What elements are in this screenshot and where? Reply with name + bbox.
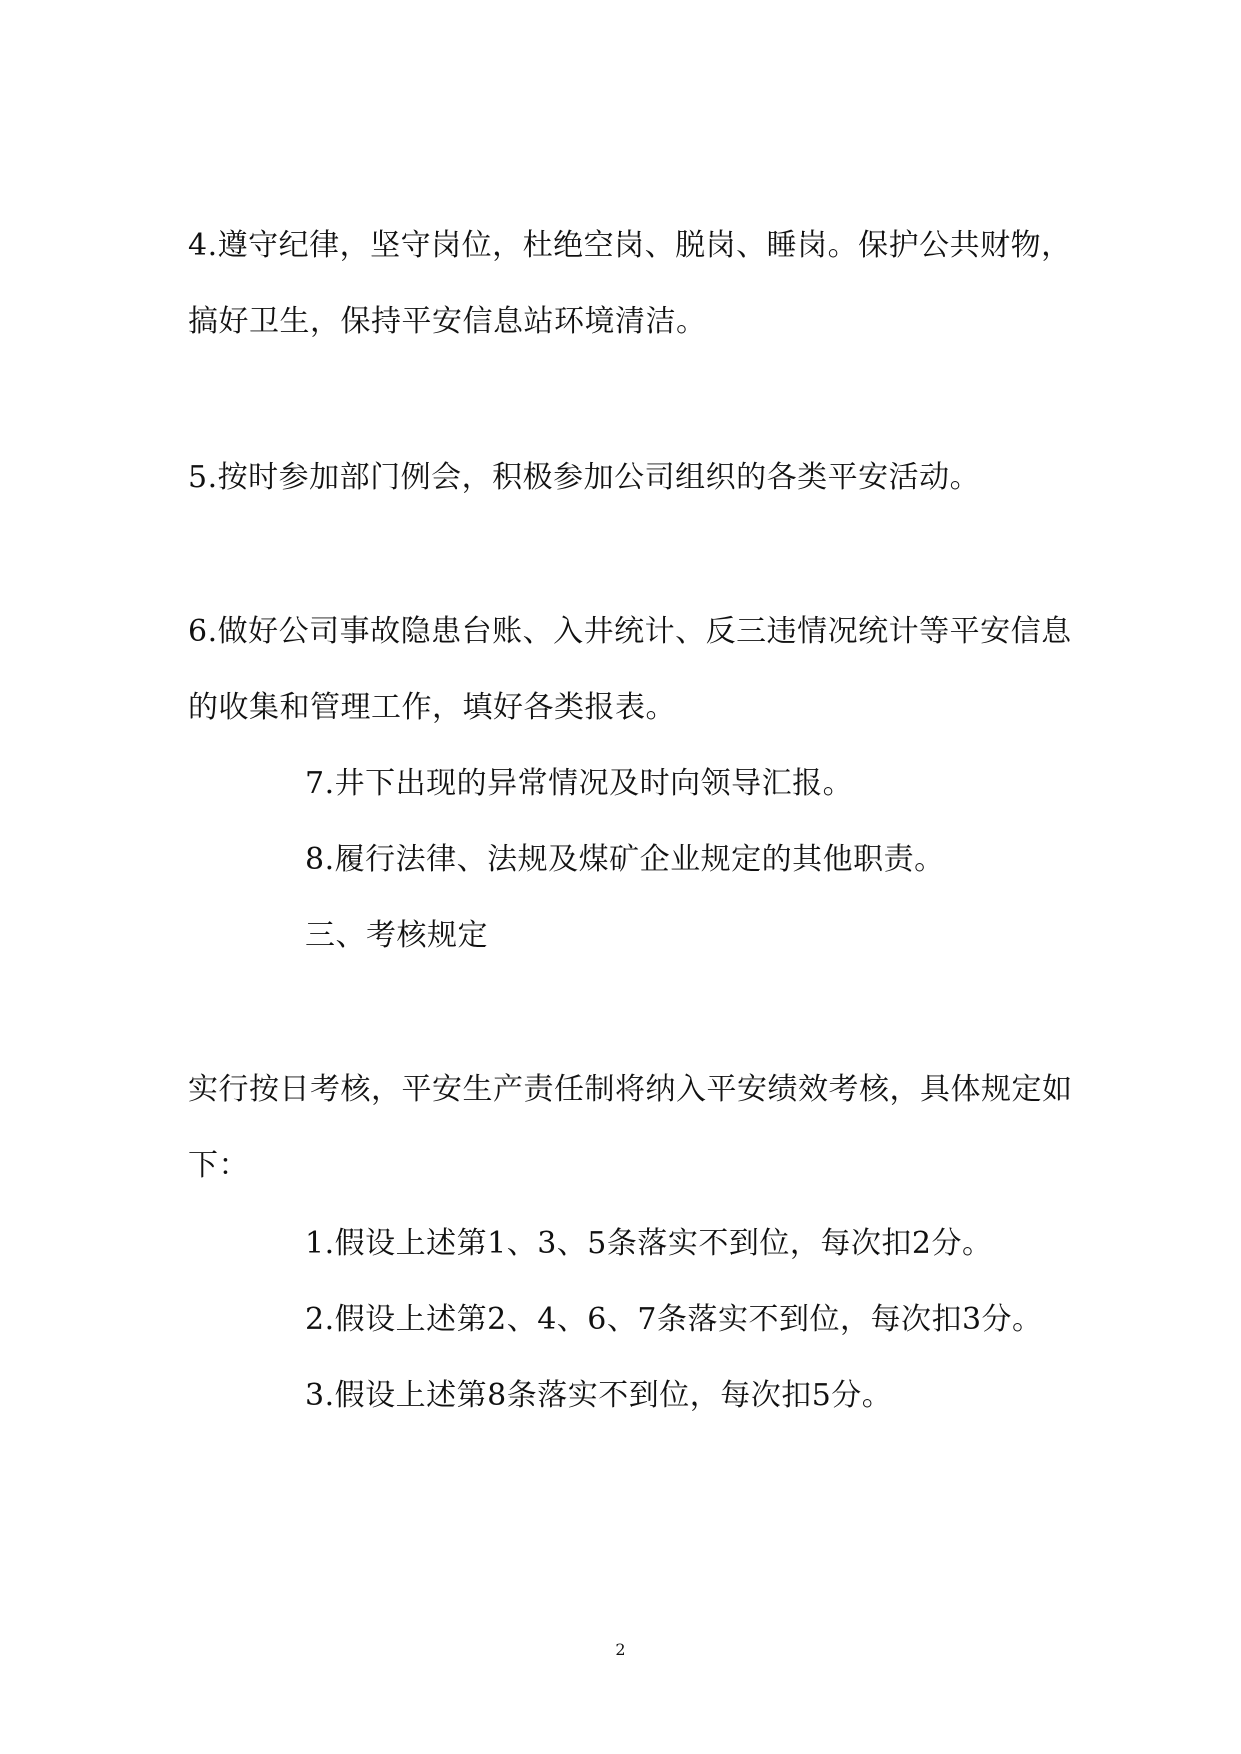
duty-4-line-2: 搞好卫生，保持平安信息站环境清洁。 — [188, 304, 707, 339]
rule-2-line: 2.假设上述第2、4、6、7条落实不到位，每次扣3分。 — [305, 1302, 1043, 1337]
section-heading: 三、考核规定 — [305, 918, 488, 953]
rule-3-line: 3.假设上述第8条落实不到位，每次扣5分。 — [305, 1378, 893, 1413]
duty-7-line-1: 7.井下出现的异常情况及时向领导汇报。 — [305, 766, 854, 801]
duty-6-line-2: 的收集和管理工作，填好各类报表。 — [188, 690, 676, 725]
duty-6-line-1: 6.做好公司事故隐患台账、入井统计、反三违情况统计等平安信息 — [188, 614, 1072, 649]
duty-8-line-1: 8.履行法律、法规及煤矿企业规定的其他职责。 — [305, 842, 945, 877]
assessment-intro-line-2: 下： — [188, 1148, 249, 1183]
assessment-intro-line-1: 实行按日考核，平安生产责任制将纳入平安绩效考核，具体规定如 — [188, 1072, 1073, 1107]
page-number: 2 — [615, 1640, 626, 1659]
rule-1-line: 1.假设上述第1、3、5条落实不到位，每次扣2分。 — [305, 1226, 993, 1261]
duty-5-line-1: 5.按时参加部门例会，积极参加公司组织的各类平安活动。 — [188, 460, 981, 495]
duty-4-line-1: 4.遵守纪律，坚守岗位，杜绝空岗、脱岗、睡岗。保护公共财物， — [188, 228, 1072, 263]
